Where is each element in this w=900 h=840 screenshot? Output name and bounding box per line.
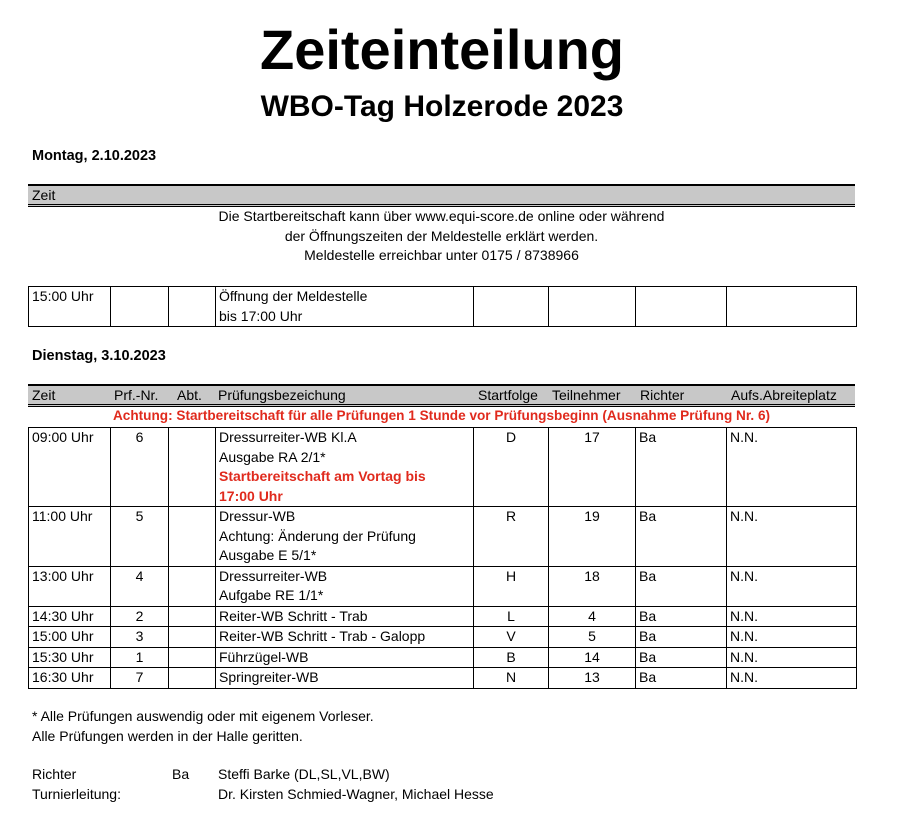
description-warning-line: 17:00 Uhr bbox=[219, 487, 283, 504]
warning-text: Achtung: Startbereitschaft für alle Prüfungen 1 Stunde vor Prüfungsbeginn (Ausnahme Prüfung Nr. 6) bbox=[112, 408, 771, 423]
table-row bbox=[29, 507, 857, 567]
day1-table bbox=[28, 286, 857, 327]
day1-info-line: der Öffnungszeiten der Meldestelle erklärt werden. bbox=[284, 227, 599, 244]
description-line: Achtung: Änderung der Prüfung bbox=[219, 527, 416, 544]
cell-richter: Ba bbox=[636, 507, 727, 567]
cell-teilnehmer: 17 bbox=[549, 428, 636, 507]
cell-nr: 3 bbox=[111, 627, 169, 648]
cell-richter: Ba bbox=[636, 566, 727, 606]
turnierleitung-label: Turnierleitung: bbox=[32, 786, 121, 802]
cell-aufsicht: N.N. bbox=[727, 627, 857, 648]
cell-time: 15:00 Uhr bbox=[29, 627, 111, 648]
table-row bbox=[29, 606, 857, 627]
cell-time: 14:30 Uhr bbox=[29, 606, 111, 627]
cell-startfolge: N bbox=[474, 668, 549, 689]
day2-heading: Dienstag, 3.10.2023 bbox=[32, 348, 166, 364]
cell-time: 15:00 Uhr bbox=[29, 287, 111, 327]
description-line: Dressurreiter-WB bbox=[219, 567, 328, 584]
cell-teilnehmer: 14 bbox=[549, 647, 636, 668]
cell-startfolge: V bbox=[474, 627, 549, 648]
table-row bbox=[29, 627, 857, 648]
table-row bbox=[29, 647, 857, 668]
description-line: Dressur-WB bbox=[219, 508, 296, 524]
footnote bbox=[32, 707, 374, 746]
description-line: Reiter-WB Schritt - Trab bbox=[219, 607, 368, 624]
table-row bbox=[29, 428, 857, 507]
turnierleitung-name: Dr. Kirsten Schmied-Wagner, Michael Hesse bbox=[218, 786, 494, 802]
cell-time: 11:00 Uhr bbox=[29, 507, 111, 567]
col-header-abt: Abt. bbox=[177, 387, 202, 403]
table-row bbox=[29, 287, 857, 327]
cell-aufsicht: N.N. bbox=[727, 668, 857, 689]
col-header-bezeichnung: Prüfungsbezeichung bbox=[218, 387, 346, 403]
cell-description bbox=[216, 606, 474, 627]
cell-richter: Ba bbox=[636, 647, 727, 668]
cell-time: 15:30 Uhr bbox=[29, 647, 111, 668]
day1-info-line: Meldestelle erreichbar unter 0175 / 8738966 bbox=[304, 247, 579, 263]
cell-nr: 5 bbox=[111, 507, 169, 567]
cell-startfolge: B bbox=[474, 647, 549, 668]
cell-aufsicht: N.N. bbox=[727, 566, 857, 606]
richter-name: Steffi Barke (DL,SL,VL,BW) bbox=[218, 766, 390, 782]
richter-code: Ba bbox=[172, 766, 190, 782]
cell-aufsicht: N.N. bbox=[727, 647, 857, 668]
cell-nr: 1 bbox=[111, 647, 169, 668]
day1-header-bar bbox=[28, 184, 855, 207]
table-row bbox=[29, 566, 857, 606]
description-line: Führzügel-WB bbox=[219, 648, 309, 665]
cell-teilnehmer: 5 bbox=[549, 627, 636, 648]
cell-teilnehmer: 13 bbox=[549, 668, 636, 689]
cell-abt bbox=[169, 647, 216, 668]
cell-description: Öffnung der Meldestelle bis 17:00 Uhr bbox=[216, 287, 474, 327]
table-row bbox=[29, 668, 857, 689]
cell-description bbox=[216, 627, 474, 648]
day1-heading: Montag, 2.10.2023 bbox=[32, 148, 157, 164]
cell-richter: Ba bbox=[636, 606, 727, 627]
description-line: Aufgabe RE 1/1* bbox=[219, 587, 324, 603]
cell-abt bbox=[169, 606, 216, 627]
cell-abt bbox=[169, 668, 216, 689]
col-header-richter: Richter bbox=[640, 387, 685, 403]
cell-teilnehmer: 19 bbox=[549, 507, 636, 567]
page-title: Zeiteinteilung bbox=[260, 18, 624, 81]
cell-abt bbox=[169, 627, 216, 648]
cell-description bbox=[216, 428, 474, 507]
day1-info bbox=[28, 207, 855, 266]
cell-startfolge: L bbox=[474, 606, 549, 627]
day2-header-bar bbox=[28, 384, 855, 407]
cell-nr: 6 bbox=[111, 428, 169, 507]
col-header-aufsicht: Aufs.Abreiteplatz bbox=[731, 387, 837, 403]
cell-time: 16:30 Uhr bbox=[29, 668, 111, 689]
cell-aufsicht: N.N. bbox=[727, 507, 857, 567]
cell-time: 09:00 Uhr bbox=[29, 428, 111, 507]
cell-abt bbox=[169, 566, 216, 606]
cell-aufsicht: N.N. bbox=[727, 428, 857, 507]
col-header-zeit: Zeit bbox=[32, 387, 56, 403]
cell-time: 13:00 Uhr bbox=[29, 566, 111, 606]
col-header-nr: Prf.-Nr. bbox=[114, 387, 159, 403]
col-header-startfolge: Startfolge bbox=[478, 387, 538, 403]
cell-teilnehmer: 18 bbox=[549, 566, 636, 606]
cell-aufsicht: N.N. bbox=[727, 606, 857, 627]
cell-abt bbox=[169, 507, 216, 567]
cell-richter: Ba bbox=[636, 428, 727, 507]
description-line: Ausgabe E 5/1* bbox=[219, 547, 317, 563]
footnote-line: Alle Prüfungen werden in der Halle geritten. bbox=[32, 727, 303, 744]
day2-table bbox=[28, 427, 857, 689]
col-header-teilnehmer: Teilnehmer bbox=[552, 387, 621, 403]
description-line: Ausgabe RA 2/1* bbox=[219, 448, 326, 465]
cell-description bbox=[216, 647, 474, 668]
cell-abt bbox=[169, 428, 216, 507]
cell-startfolge: H bbox=[474, 566, 549, 606]
cell-description bbox=[216, 668, 474, 689]
cell-richter: Ba bbox=[636, 668, 727, 689]
cell-startfolge: R bbox=[474, 507, 549, 567]
cell-richter: Ba bbox=[636, 627, 727, 648]
cell-nr: 2 bbox=[111, 606, 169, 627]
description-line: Springreiter-WB bbox=[219, 669, 319, 685]
description-line: Dressurreiter-WB Kl.A bbox=[219, 429, 357, 445]
cell-nr: 7 bbox=[111, 668, 169, 689]
description-warning-line: Startbereitschaft am Vortag bis bbox=[219, 468, 426, 484]
day1-info-line: Die Startbereitschaft kann über www.equi-score.de online oder während bbox=[218, 208, 665, 224]
description-line: Reiter-WB Schritt - Trab - Galopp bbox=[219, 628, 426, 644]
cell-description bbox=[216, 507, 474, 567]
cell-startfolge: D bbox=[474, 428, 549, 507]
cell-description bbox=[216, 566, 474, 606]
richter-label: Richter bbox=[32, 766, 77, 782]
footnote-line: * Alle Prüfungen auswendig oder mit eigenem Vorleser. bbox=[32, 708, 374, 724]
day1-header-zeit: Zeit bbox=[32, 187, 56, 203]
cell-nr: 4 bbox=[111, 566, 169, 606]
cell-teilnehmer: 4 bbox=[549, 606, 636, 627]
page-subtitle: WBO-Tag Holzerode 2023 bbox=[260, 90, 624, 123]
